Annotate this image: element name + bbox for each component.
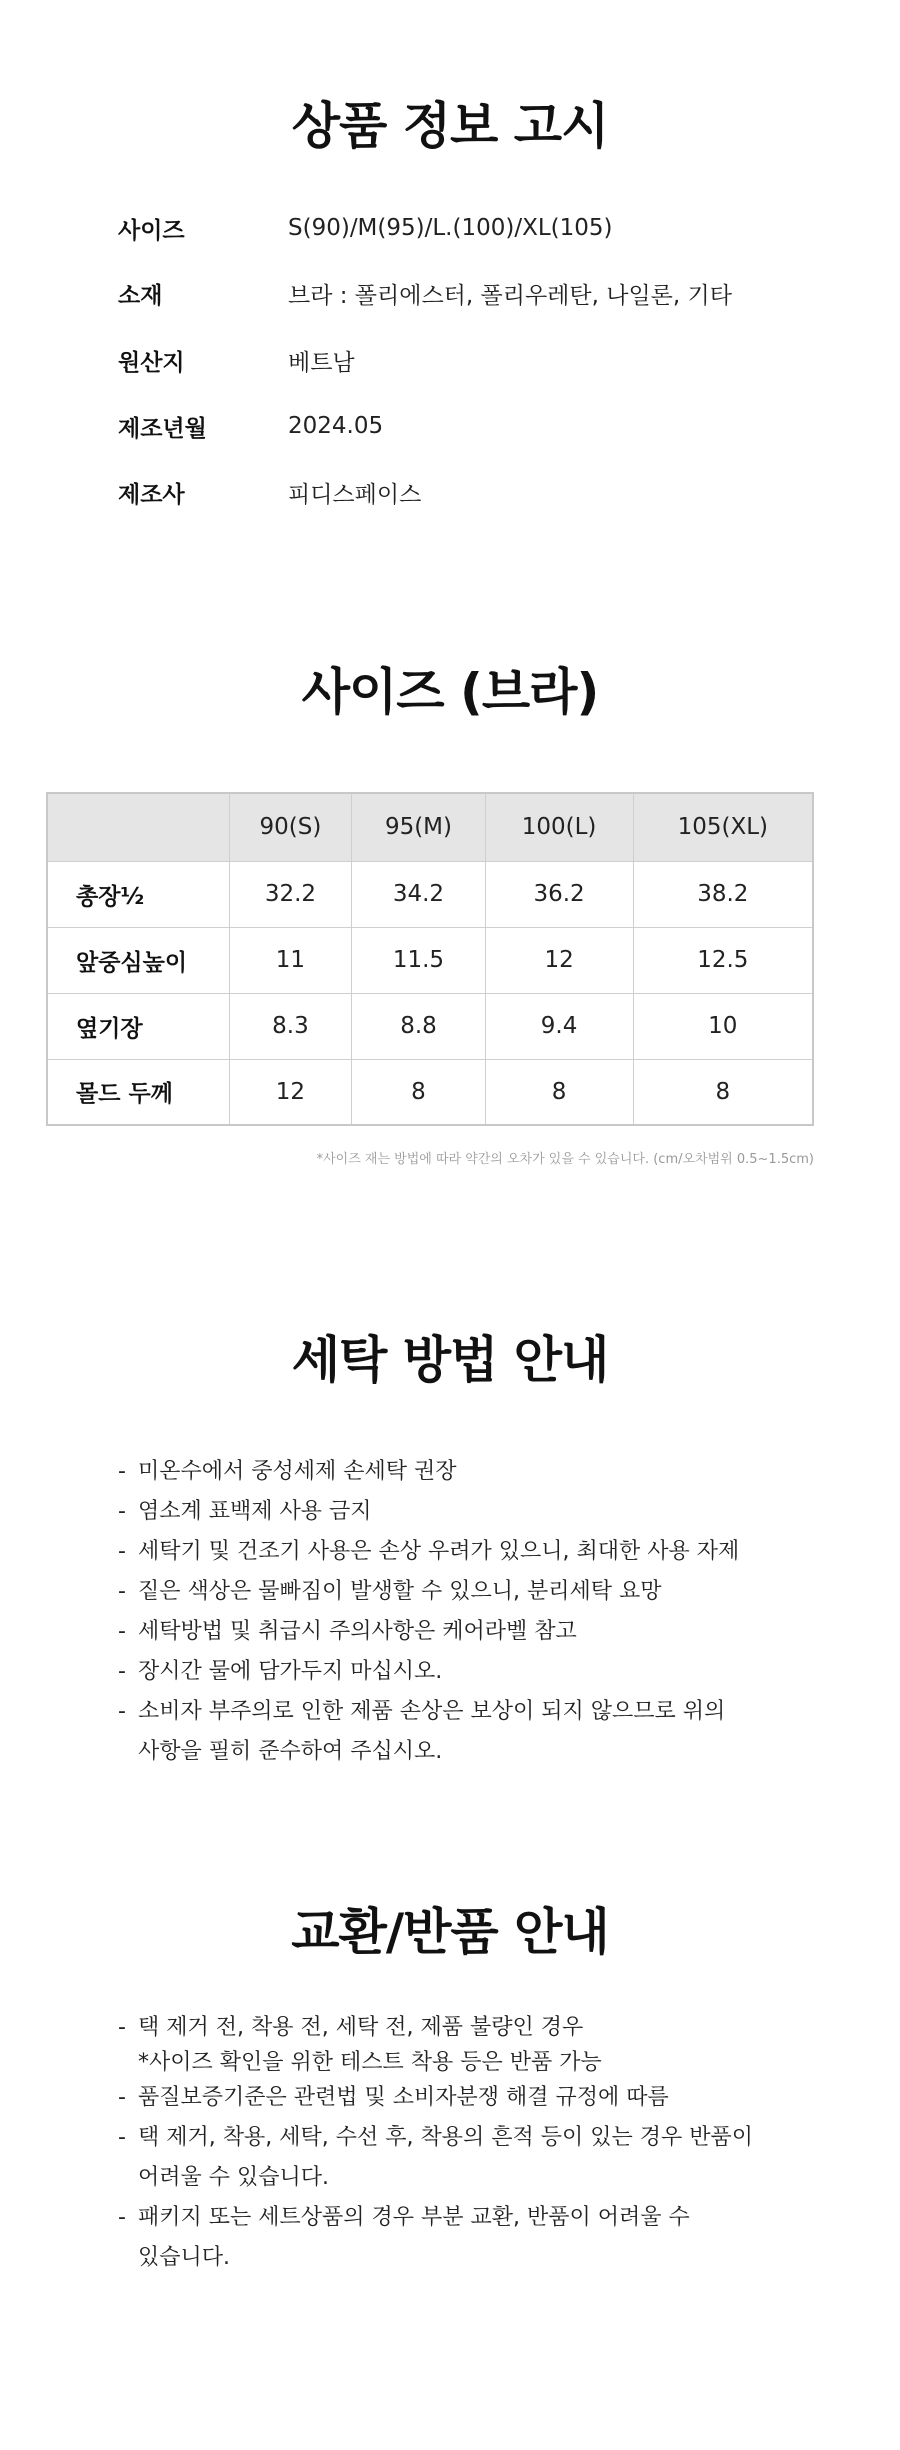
list-item [118,2198,753,2278]
size-table-header-row [47,793,813,861]
list-item-text: 택 제거 전, 착용 전, 세탁 전, 제품 불량인 경우 [138,2015,584,2040]
table-row [47,861,813,927]
table-cell: 32.2 [229,861,352,927]
dash-bullet: - [118,2125,126,2150]
dash-bullet: - [118,2015,126,2040]
dash-bullet: - [118,1539,126,1564]
header-cell [47,793,229,861]
list-item-text: 소비자 부주의로 인한 제품 손상은 보상이 되지 않으므로 위의 [138,1699,726,1724]
list-item-text: 패키지 또는 세트상품의 경우 부분 교환, 반품이 어려울 수 [138,2205,690,2230]
table-cell: 12.5 [633,927,813,993]
dash-bullet: - [118,1619,126,1644]
dash-bullet: - [118,2085,126,2110]
info-label: 사이즈 [118,217,185,244]
table-cell: 38.2 [633,861,813,927]
table-cell: 8 [352,1059,485,1125]
list-item-text-continued: 사항을 필히 준수하여 주십시오. [138,1739,443,1764]
info-row-size [118,208,818,248]
table-cell: 36.2 [485,861,633,927]
header-cell: 100(L) [485,793,633,861]
info-label: 제조사 [118,481,185,508]
list-item-text-continued: 어려울 수 있습니다. [138,2165,329,2190]
dash-bullet: - [118,1659,126,1684]
size-table [46,792,814,1126]
row-label: 옆기장 [47,993,229,1059]
header-cell: 105(XL) [633,793,813,861]
list-item [118,1692,739,1772]
table-cell: 8 [485,1059,633,1125]
list-item [118,1492,739,1532]
list-item [118,2008,753,2048]
table-cell: 8.3 [229,993,352,1059]
table-cell: 8 [633,1059,813,1125]
info-label: 원산지 [118,349,185,376]
table-row [47,993,813,1059]
info-label: 제조년월 [118,415,207,442]
dash-bullet: - [118,1499,126,1524]
info-row-material [118,273,818,313]
product-info-title: 상품 정보 고시 [291,97,609,155]
list-item-text: 세탁방법 및 취급시 주의사항은 케어라벨 참고 [138,1619,577,1644]
table-row [47,927,813,993]
list-item-text: 품질보증기준은 관련법 및 소비자분쟁 해결 규정에 따름 [138,2085,669,2110]
row-label: 몰드 두께 [47,1059,229,1125]
table-cell: 12 [485,927,633,993]
list-item-text: 짙은 색상은 물빠짐이 발생할 수 있으니, 분리세탁 요망 [138,1579,662,1604]
table-cell: 34.2 [352,861,485,927]
info-value: S(90)/M(95)/L.(100)/XL(105) [288,215,613,241]
test-wear-note [118,2048,753,2078]
list-item-text: 미온수에서 중성세제 손세탁 권장 [138,1459,457,1484]
info-value: 브라 : 폴리에스터, 폴리우레탄, 나일론, 기타 [288,282,732,309]
list-item [118,1452,739,1492]
info-row-manufacturer [118,472,818,512]
list-item-text-continued: 있습니다. [138,2245,231,2270]
list-item [118,2118,753,2198]
info-value: 피디스페이스 [288,481,422,508]
washing-guide-list [118,1452,739,1772]
table-cell: 12 [229,1059,352,1125]
info-value: 베트남 [288,349,355,376]
washing-guide-title: 세탁 방법 안내 [291,1331,609,1389]
table-row [47,1059,813,1125]
list-item [118,1532,739,1572]
info-label: 소재 [118,282,163,309]
exchange-return-title: 교환/반품 안내 [291,1903,609,1961]
list-item [118,1612,739,1652]
exchange-return-list [118,2008,753,2278]
info-row-origin [118,340,818,380]
note-text: *사이즈 확인을 위한 테스트 착용 등은 반품 가능 [138,2050,602,2075]
table-cell: 11.5 [352,927,485,993]
dash-bullet: - [118,1699,126,1724]
table-cell: 10 [633,993,813,1059]
dash-bullet: - [118,1459,126,1484]
info-row-manufacture-date [118,406,818,446]
table-cell: 9.4 [485,993,633,1059]
list-item [118,2078,753,2118]
list-item-text: 택 제거, 착용, 세탁, 수선 후, 착용의 흔적 등이 있는 경우 반품이 [138,2125,753,2150]
table-cell: 8.8 [352,993,485,1059]
list-item-text: 염소계 표백제 사용 금지 [138,1499,372,1524]
header-cell: 90(S) [229,793,352,861]
row-label: 총장½ [47,861,229,927]
dash-bullet: - [118,2205,126,2230]
info-value: 2024.05 [288,413,384,439]
list-item-text: 세탁기 및 건조기 사용은 손상 우려가 있으니, 최대한 사용 자제 [138,1539,740,1564]
size-table-title: 사이즈 (브라) [301,663,599,721]
table-cell: 11 [229,927,352,993]
list-item [118,1572,739,1612]
row-label: 앞중심높이 [47,927,229,993]
dash-bullet: - [118,1579,126,1604]
size-measure-note: *사이즈 재는 방법에 따라 약간의 오차가 있을 수 있습니다. (cm/오차범위 0.5~1.5cm) [316,1152,814,1167]
header-cell: 95(M) [352,793,485,861]
list-item [118,1652,739,1692]
list-item-text: 장시간 물에 담가두지 마십시오. [138,1659,443,1684]
